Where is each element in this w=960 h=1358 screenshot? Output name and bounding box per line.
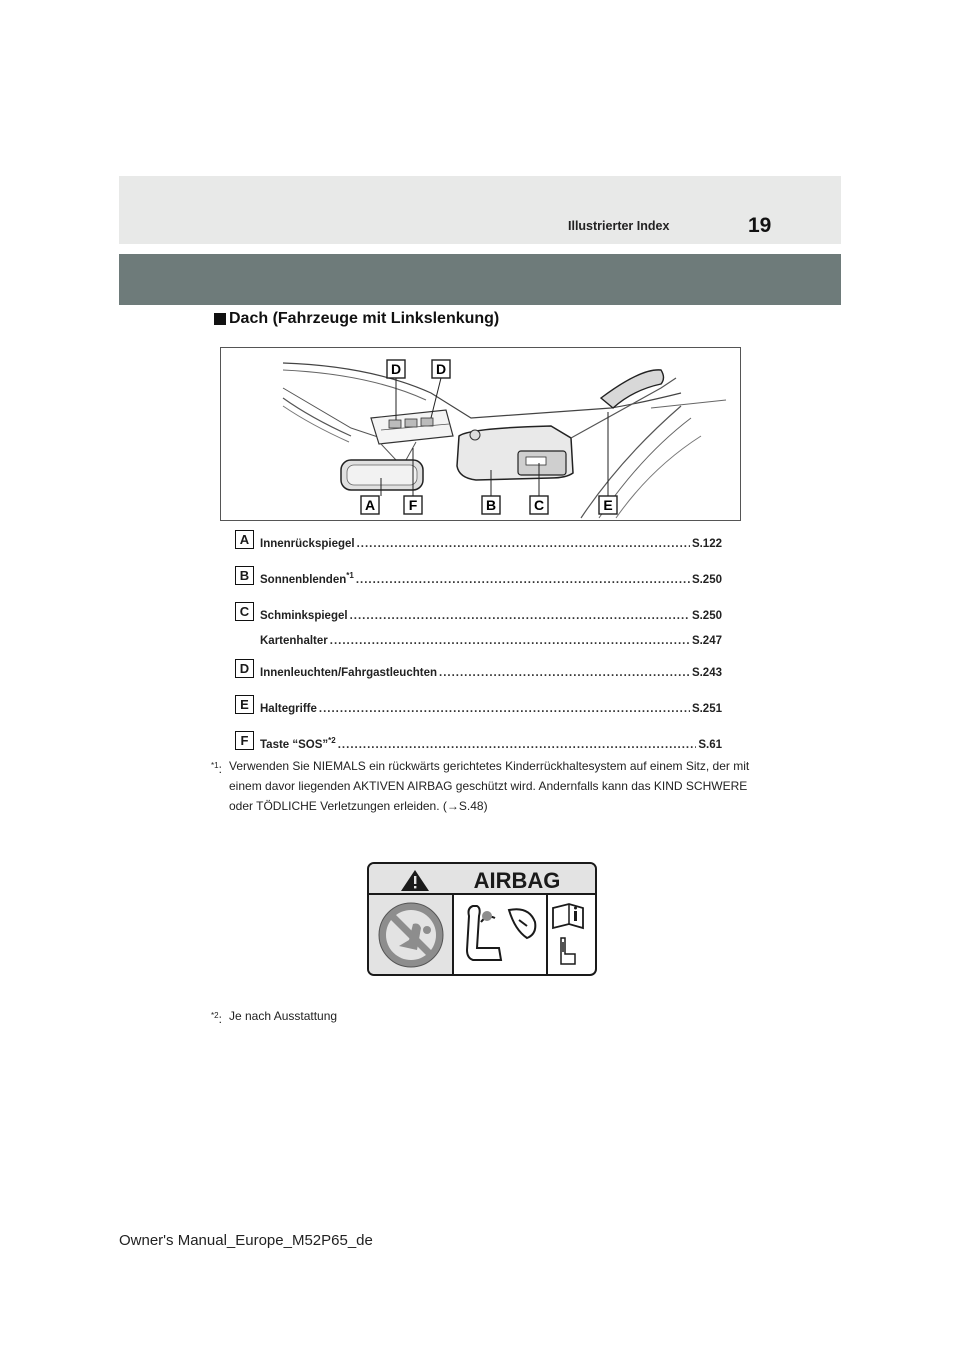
callout-label: B <box>485 497 497 513</box>
airbag-label-drawing <box>369 864 595 974</box>
footnote-2: $^{*2}$: Je nach Ausstattung <box>211 1006 511 1028</box>
key-box: A <box>235 530 254 549</box>
page-reference: S.247 <box>691 634 722 647</box>
seat-airbag-icon <box>467 906 535 960</box>
no-rear-facing-child-seat-icon <box>379 903 443 967</box>
entry-label: Haltegriffe <box>260 702 317 715</box>
page-reference: S.122 <box>691 537 722 550</box>
entry-label: Kartenhalter <box>260 634 328 647</box>
key-box: B <box>235 566 254 585</box>
callout-label: A <box>364 497 376 513</box>
manual-reference-icon <box>553 904 583 964</box>
header-band <box>119 254 841 305</box>
page-reference: S.61 <box>698 738 722 751</box>
callout-label: C <box>533 497 545 513</box>
list-item <box>235 695 723 717</box>
roof-illustration-drawing <box>221 348 740 520</box>
airbag-warning-label <box>367 862 597 976</box>
section-heading-text: Dach (Fahrzeuge mit Linkslenkung) <box>229 310 500 327</box>
callout-e <box>599 496 617 514</box>
callout-d-right <box>432 360 450 378</box>
key-box: F <box>235 731 254 750</box>
entry-label: Schminkspiegel <box>260 609 348 622</box>
running-section-title: Illustrierter Index <box>568 219 670 233</box>
key-box: C <box>235 602 254 621</box>
list-item <box>235 659 723 681</box>
footnote-text: Verwenden Sie NIEMALS ein rückwärts gerichtetes Kinderrückhaltesystem auf einem Sitz, der mit einem davor liegenden AKTIVEN AIRBAG geschützt wird. Andernfalls kann das KIND SCHWERE oder TÖDLICHE Verletzungen erleiden. (→S.48) <box>229 759 750 813</box>
callout-c <box>530 496 548 514</box>
callout-d-left <box>387 360 405 378</box>
roof-illustration <box>220 347 741 521</box>
page-number: 19 <box>748 214 772 237</box>
list-item <box>235 602 723 624</box>
square-bullet-icon <box>214 313 226 325</box>
airbag-label-title: AIRBAG <box>473 868 561 893</box>
key-box: E <box>235 695 254 714</box>
list-item <box>235 530 723 552</box>
callout-label: D <box>390 361 402 377</box>
page-reference: S.250 <box>691 573 722 586</box>
entry-label: Innenrückspiegel <box>260 537 355 550</box>
page-reference: S.251 <box>691 702 722 715</box>
entry-label: Taste “SOS”$^{*2}$ <box>260 736 336 751</box>
footnote-text: Je nach Ausstattung <box>229 1009 338 1023</box>
callout-f <box>404 496 422 514</box>
entry-label: Innenleuchten/Fahrgastleuchten <box>260 666 437 679</box>
page-reference: S.250 <box>691 609 722 622</box>
key-box: D <box>235 659 254 678</box>
callout-label: E <box>603 497 613 513</box>
callout-b <box>482 496 500 514</box>
callout-a <box>361 496 379 514</box>
list-item <box>235 566 723 588</box>
callout-label: D <box>435 361 447 377</box>
page-reference: S.243 <box>691 666 722 679</box>
callout-label: F <box>408 497 418 513</box>
entry-label: Sonnenblenden$^{*1}$ <box>260 571 354 586</box>
list-item <box>235 731 723 753</box>
header-top-bar <box>119 176 841 244</box>
section-heading <box>214 310 499 328</box>
footnote-1: $^{*1}$: Verwenden Sie NIEMALS ein rückwärts gerichtetes Kinderrückhaltesystem auf einem Sitz, der mit einem davor liegenden AKTIVEN AIRBAG geschützt wird. Andernfalls kann das KIND SCHWERE oder TÖDLICHE Verletzungen erleiden. (→S.48) <box>211 756 771 820</box>
list-item <box>235 627 723 649</box>
page-footer: Owner's Manual_Europe_M52P65_de <box>119 1232 373 1249</box>
